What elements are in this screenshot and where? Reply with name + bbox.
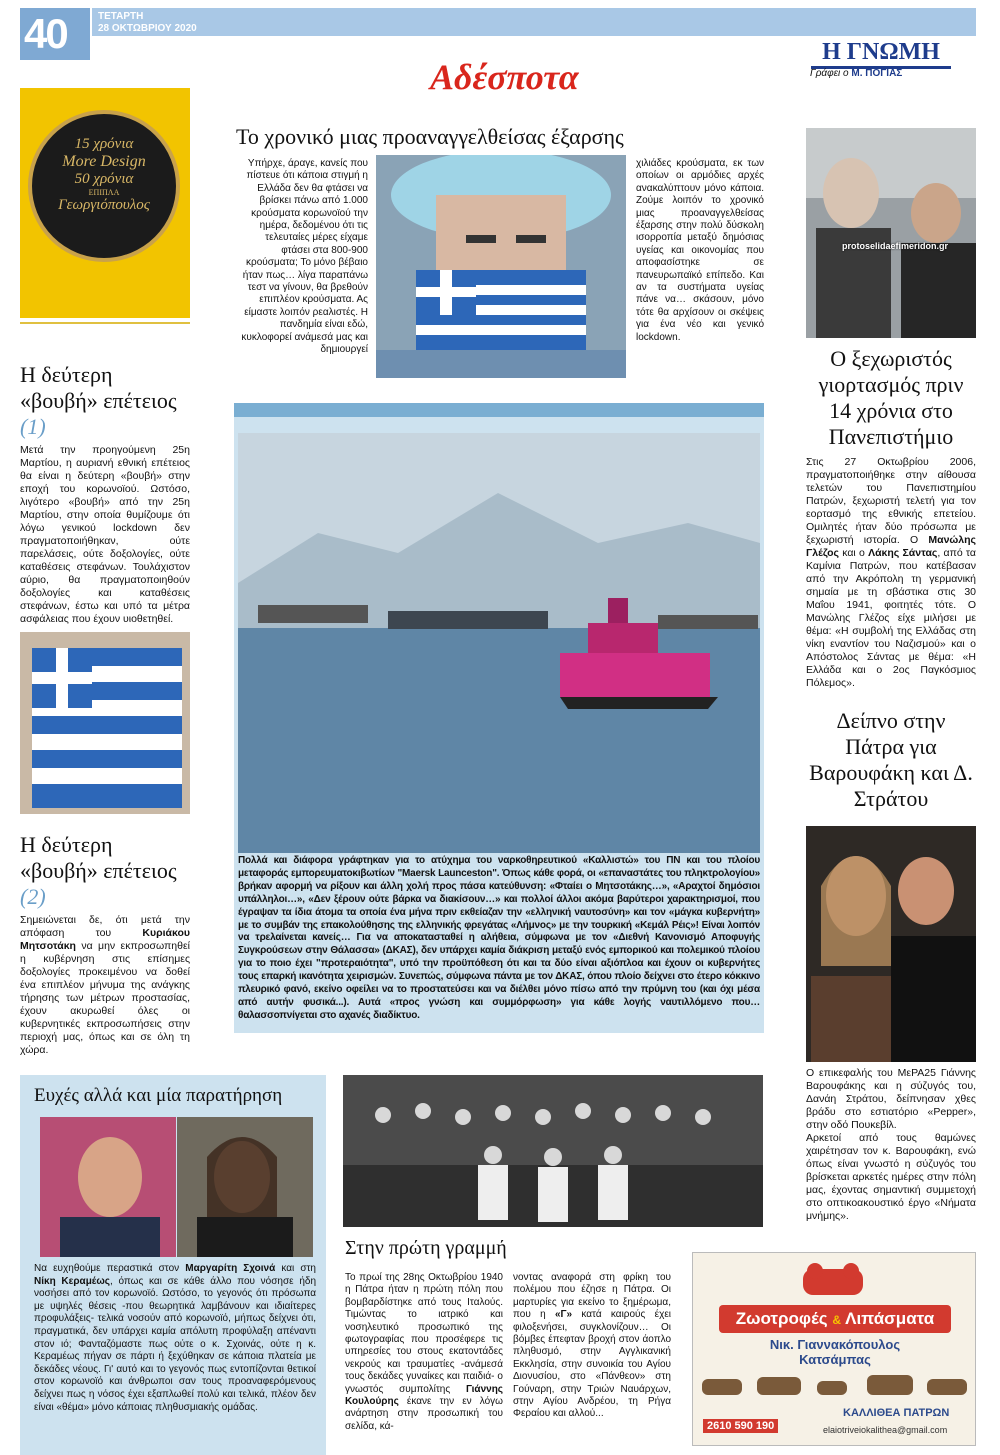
photo-kerameus [177,1117,313,1257]
photo-mask-doctor [376,155,626,378]
photo-schinas [40,1117,176,1257]
header-date: 28 ΟΚΤΩΒΡΙΟΥ 2020 [98,23,197,34]
article-top-col1: Υπήρχε, άραγε, κανείς που πίστευε ότι κάποια στιγμή η Ελλάδα δεν θα φτάσει να βρίσκει πάνω από 1.000 κρούσματα κορωνοϊού την ημέρα, δεδομένου ότι τις τελευταίες μέρες είχαμε φτάσει στα 800-900 κρούσματα; Το μόνο βέβαιο ήταν πως… λίγα παραπάνω τεστ να γίνουν, θα βρεθούν επιπλέον κρούσματα. Ας είμαστε λοιπόν ρεαλιστές. Η πανδημία είναι εδώ, κυκλοφορεί ανάμεσά μας και δημιουργεί [241,158,368,356]
doctor-mask-icon [376,155,626,378]
ad-line1: 15 χρόνια [74,136,134,152]
animals-row-icon [697,1371,973,1401]
ad-line5: Γεωργιόπουλος [58,197,150,213]
newspaper-logo [811,38,951,69]
article-top-title: Το χρονικό μιας προαναγγελθείσας έξαρσης [236,124,624,149]
article-right1-title: Ο ξεχωριστός γιορτασμός πριν 14 χρόνια στο Πανεπιστήμιο [818,346,964,449]
ad-email: elaiotriveiokalithea@gmail.com [823,1425,948,1435]
article-left1-title: Η δεύτερη «βουβή» επέτειος (1) [20,362,177,439]
ad-line2: More Design [62,153,146,170]
schinas-photo-icon [40,1117,176,1257]
ad-badge [28,110,180,262]
ad-farm-animals [793,1259,873,1299]
article-right2-title: Δείπνο στην Πάτρα για Βαρουφάκη και Δ. Στράτου [809,708,973,811]
ship-block-stripe [234,403,764,417]
glezos-santas-photo-icon [806,128,976,338]
greek-flag-icon [20,632,190,814]
article-bottom-mid-title: Στην πρώτη γραμμή [345,1237,507,1259]
ad-zootrofes [692,1252,976,1446]
kerameus-photo-icon [177,1117,313,1257]
historic-group-photo-icon [343,1075,763,1227]
logo-text: Η ΓΝΩΜΗ [822,39,940,65]
ad-location: ΚΑΛΛΙΘΕΑ ΠΑΤΡΩΝ [843,1407,950,1419]
photo-watermark: protoselidaefimeridon.gr [842,241,949,251]
ad-brand-banner: Ζωοτροφές & Λιπάσματα [719,1305,951,1333]
photo-varoufakis [806,826,976,1062]
header-bar [92,8,976,36]
article-left1 [20,362,190,626]
article-right1 [806,346,976,690]
article-right2-body: Ο επικεφαλής του ΜεΡΑ25 Γιάννης Βαρουφάκης και η σύζυγός του, Δανάη Στράτου, δείπνησαν χθες βράδυ στο εστιατόριο «Pepper», στην οδό Πουκεβίλ. Αρκετοί από τους θαμώνες χαιρέτησαν τον κ. Βαρουφάκη, ενώ όπως είναι γνωστό η σύζυγός του βρίσκεται αρκετές ημέρες στην πόλη μας, έχοντας σημαντική συμμετοχή στο οπτικοακουστικό έργο «Νήματα μνήμης». [806,1067,976,1222]
article-bottom-left-title: Ευχές αλλά και μία παρατήρηση [34,1085,283,1106]
ship-caption: Πολλά και διάφορα γράφτηκαν για το ατύχημα του ναρκοθηρευτικού «Καλλιστώ» του ΠΝ και του πλοίου μεταφοράς εμπορευματοκιβωτίων "Maersk Launceston". Όπως κάθε φορά, οι «επαναστάτες του πληκτρολογίου» βρήκαν αφορμή να ρίξουν και άλλη χολή προς πάσα κατεύθυνση: «Φταίει ο Μητσοτάκης…», «Αραχτοί δημόσιοι υπάλληλοι…», «Δεν ξέρουν ούτε βάρκα να διακίσουν…» και πολλοί άλλοι ακόμα βαρύτεροι χαρακτηρισμοί, που έγραψαν τα ίδια άτομα τα οποία ένα μήνα πριν εκθείαζαν την «ελληνική ναυτοσύνη» και τον «μάγκα κυβερνήτη» με το συμβάν της επακολούθησης της ελληνικής φρεγάτας «Λήμνος» με την τουρκική «Κεμάλ Ρέις»! Είναι λοιπόν να τρελαίνεται κανείς… Για να αποκατασταθεί η αλήθεια, σύμφωνα με τον «Διεθνή Κανονισμό Αποφυγής Συγκρούσεων στην Θάλασσα» (ΔΚΑΣ), δεν υπάρχει καμία διάκριση μεταξύ ενός εμπορικού και πολεμικού πλοίου για το ποιο έχει "προτεραιότητα", υπό την προϋπόθεση ότι και τα δύο είναι αξιόπλοα και έχουν οι κυβερνήτες τους επαρκή ικανότητα χειρισμών. Συνεπώς, σύμφωνα πάντα με τον ΔΚΑΣ, όπου πλοίο δείχνει στο έτερο κόκκινο πλευρικό φανό, εκείνο οφείλει να το προστατεύσει και να διέλθει μόνο πίσω από την πρύμνη του (και όχι μέσα από αυτήν φυσικά...). Αυτά «προς γνώση και συμμόρφωση» για κάθε λογής ναυτιλλόμενο που… θαλασσοπνίγεται στο αχανές διαδίκτυο. [238,855,760,1021]
photo-medical-staff-1940 [343,1075,763,1227]
article-left2 [20,832,190,1057]
section-title: Αδέσποτα [430,57,579,97]
ad-line4: ΕΠΙΠΛΑ [88,188,120,197]
header-day: ΤΕΤΑΡΤΗ [98,11,144,22]
ad-phone: 2610 590 190 [703,1419,778,1433]
byline: Γράφει ο Μ. ΠΟΓΙΑΣ [810,68,903,79]
ad-animals-row [697,1371,973,1401]
article-bottom-mid-col1: Το πρωί της 28ης Οκτωβρίου 1940 η Πάτρα ήταν η πρώτη πόλη που βομβαρδίστηκε από τους Ιταλούς. Τιμώντας το ιατρικό και νοσηλευτικό προσωπικό της φωτογραφίας που προσέφερε τις υπηρεσίες του στους εκατοντάδες νεκρούς και τραυματίες -ανάμεσά τους δεκάδες γυναίκες και παιδιά- ο γνωστός συμπολίτης Γιάννης Κουλούρης έκανε την εν λόγω ανάρτηση στην προσωπική του σελίδα, κά- [345,1272,503,1432]
article-top-col2: χιλιάδες κρούσματα, εκ των οποίων οι αρμόδιες αρχές ανακαλύπτουν μόνο κάποια. Ζούμε λοιπόν το χρονικό μιας προαναγγελθείσας έξαρσης στην πολύ δύσκολη ισορροπία μεταξύ δημόσιας υγείας και οικονομίας που αποφασίστηκε σε πανευρωπαϊκό επίπεδο. Και αν τα συστήματα υγείας πάνε να… σκάσουν, μόνο τότε θα αρχίσουν οι σκέψεις για ένα νέο και γενικό lockdown. [636,158,764,343]
page-number-text: 40 [24,10,67,57]
article-bottom-mid-col2: νοντας αναφορά στη φρίκη του πολέμου που έζησε η Πάτρα. Οι μαρτυρίες για εκείνο το ξημέρωμα, που η «Γ» κατά καιρούς έχει φιλοξενήσει, συγκλονίζουν… Οι βόμβες έπεφταν βροχή στον άοπλο πληθυσμό, στην Αγγλικανική Εκκλησία, στην συνοικία του Αγίου Διονυσίου, στο «Πάνθεον» στη Γούναρη, στην Τριών Ναυάρχων, στην Αγίου Ανδρέου, τη Ρήγα Φεραίου και αλλού... [513,1272,672,1420]
varoufakis-stratou-photo-icon [806,826,976,1062]
article-bottom-left-body: Να ευχηθούμε περαστικά στον Μαργαρίτη Σχοινά και στη Νίκη Κεραμέως, όπως και σε κάθε άλλο που νόσησε ήδη νοσήσει από τον κορωνοϊό. Ωστόσο, το γεγονός ότι πρόσωπα με υψηλές θέσεις -που θεωρητικά λαμβάνουν και ιδιαίτερες προφυλάξεις- τελικά νοσούν από κορωνοϊό, μήπως δείχνει ότι, πραγματικά, δεν υπάρχει καμία απόλυτη προφύλαξη απέναντι στον ιό; Φανταζόμαστε πως ούτε ο κ. Σχοινάς, ούτε η κ. Κεραμέως πήγαν σε πάρτι ή ξεχύθηκαν σε κάποια πλατεία με δεκάδες νέους. Γι' αυτό και το γεγονός πως εντοπίζονται θετικοί στον κορωνοϊό και άνθρωποι σαν τους προαναφερόμενους δείχνει πως η νόσος έχει εξαπλωθεί πολύ και τελικά, πλέον δεν είναι «θέμα» μόνο κάποιας πληθυσμιακής ομάδας. [34,1263,317,1413]
ship-block [234,403,764,1033]
farm-animals-icon [793,1259,873,1299]
article-left1-body: Μετά την προηγούμενη 25η Μαρτίου, η αυριανή εθνική επέτειος θα είναι η δεύτερη «βουβή» στην εποχή του κορωνοϊού. Ωστόσο, λιγότερο «βουβή» από την 25η Μαρτίου, στην οποία θυμίζουμε ότι λόγω γενικού lockdown δεν πραγματοποιήθηκαν, ούτε παρελάσεις, ούτε δοξολογίες, ούτε καταθέσεις στεφάνων. Τουλάχιστον αύριο, θα πραγματοποιηθούν δοξολογίες και καταθέσεις στεφάνων, έστω και υπό τα μέτρα ασφάλειας που έχουν υιοθετηθεί. [20,444,190,625]
ad-owner: Νικ. Γιαννακόπουλος Κατσάμπας [769,1337,901,1367]
byline-author: Μ. ΠΟΓΙΑΣ [851,68,903,79]
article-right1-body: Στις 27 Οκτωβρίου 2006, πραγματοποιήθηκε στην αίθουσα τελετών του Πανεπιστημίου Πατρών, ξεχωριστή τελετή για τον εορτασμό της εθνικής επετείου. Ομιλητές ήταν δύο πρόσωπα με ξεχωριστή ιστορία. Ο Μανώλης Γλέζος και ο Λάκης Σάντας, από τα Καμίνια Πατρών, που κατέβασαν από την Ακρόπολη τη γερμανική σημαία με τη σβάστικα στις 30 Μαΐου 1941, φοιτητές τότε. Ο Μανώλης Γλέζος είχε μιλήσει με θέμα: «Η συμβολή της Ελλάδας στη νίκη εναντίον του Ναζισμού» και ο Απόστολος Σάντας με θέμα: «Η Ελλάδα και ο 2ος Παγκόσμιος Πόλεμος». [806,456,976,689]
ad-divider [20,322,190,324]
ad-more-design [20,88,190,318]
page-header [20,8,976,97]
photo-glezos-santas [806,128,976,338]
article-left2-title: Η δεύτερη «βουβή» επέτειος (2) [20,832,177,909]
ad-line3: 50 χρόνια [74,171,134,187]
ship-collision-icon [238,433,760,853]
article-bottom-left [20,1075,326,1455]
photo-ship-collision [238,433,760,853]
article-left2-body: Σημειώνεται δε, ότι μετά την απόφαση του Κυριάκου Μητσοτάκη να μην εκπροσωπηθεί η κυβέρνηση στις επίσημες δοξολογίες προκειμένου να δοθεί ένα επιπλέον μήνυμα της ανάγκης τήρησης των μέτρων προστασίας, έχουν ακυρωθεί όλες οι κυβερνητικές εκπροσωπήσεις στην περιοχή μας, όπως και σε όλη τη χώρα. [20,914,190,1056]
photo-greek-flag [20,632,190,814]
